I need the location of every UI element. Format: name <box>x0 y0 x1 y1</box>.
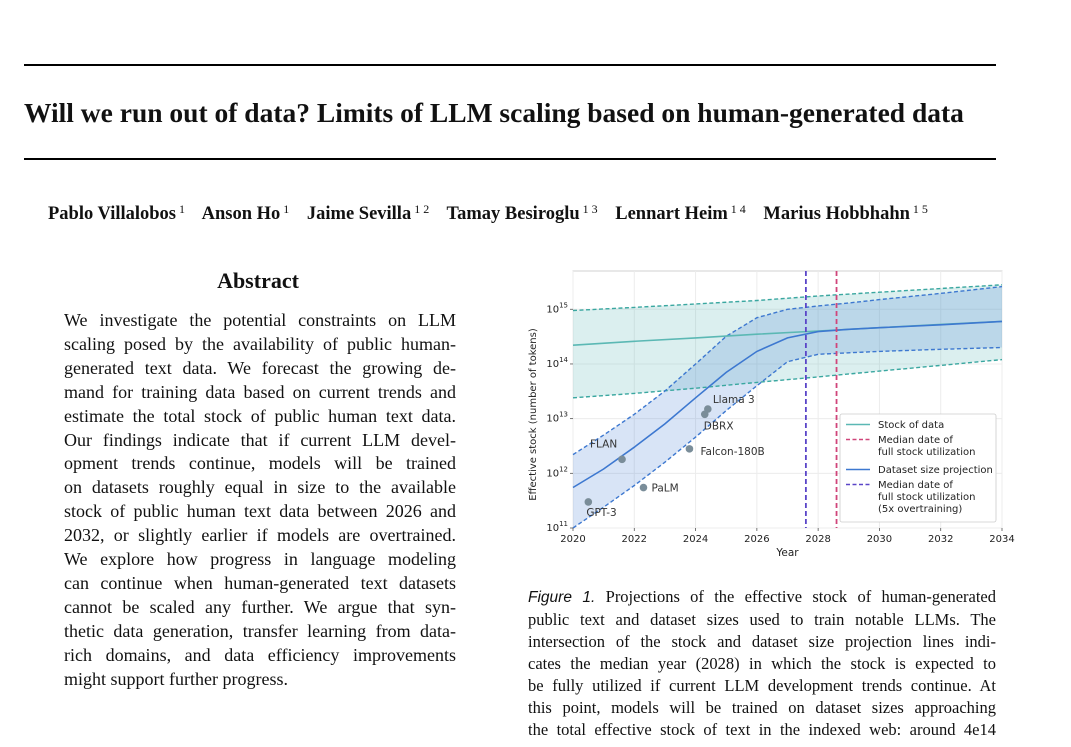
caption-text: Projections of the effective stock of human-generated <box>605 587 997 606</box>
author-name: Jaime Sevilla <box>306 204 412 224</box>
y-tick-label: $10^{11}$ <box>546 520 568 534</box>
y-tick-label: $10^{13}$ <box>546 410 568 425</box>
caption-line: be fully utilized if current LLM development trends continue. At <box>528 676 996 695</box>
legend-label: Stock of data <box>878 420 945 431</box>
x-tick-label: 2028 <box>805 534 831 545</box>
stock-projection-chart <box>527 266 1017 566</box>
figure-1 <box>527 266 1017 571</box>
model-point-label: Falcon-180B <box>700 445 765 458</box>
abstract-line: We explore how progress in language modeling <box>64 549 456 570</box>
author-affiliation: 1 3 <box>582 202 598 216</box>
abstract-heading: Abstract <box>217 268 299 293</box>
abstract-line: rich domains, and data efficiency improvements <box>64 644 456 665</box>
author-affiliation: 1 <box>179 202 185 216</box>
author <box>763 204 928 224</box>
abstract-line: 2032, or slightly earlier if models are overtrained. <box>64 525 456 546</box>
author-list <box>48 202 941 225</box>
model-point <box>618 456 626 464</box>
caption-line: public text and dataset sizes used to train notable LLMs. The <box>528 610 996 629</box>
model-point-label: DBRX <box>703 420 734 433</box>
caption-label: Figure 1. <box>528 589 596 606</box>
abstract-line: We investigate the potential constraints on LLM <box>64 310 456 330</box>
author-name: Pablo Villalobos <box>48 204 176 224</box>
author <box>307 204 429 224</box>
figure-caption <box>528 586 996 741</box>
author <box>202 204 290 224</box>
author-affiliation: 1 4 <box>730 202 746 216</box>
abstract-line: stock of public human text data between 2026 and <box>64 501 456 522</box>
model-point-label: PaLM <box>651 482 679 495</box>
abstract-line: generated text data. We forecast the growing de- <box>64 357 456 378</box>
abstract-line: scaling posed by the availability of public human- <box>64 333 456 354</box>
legend-label: Dataset size projection <box>878 465 993 476</box>
x-tick-label: 2022 <box>621 534 648 545</box>
caption-line: the total effective stock of text in the indexed web: around 4e14 <box>528 720 996 739</box>
author <box>615 204 746 224</box>
abstract-line: might support further progress. <box>64 668 288 689</box>
x-tick-label: 2030 <box>866 534 893 545</box>
abstract-line: opment trends continue, models will be trained <box>64 453 456 474</box>
caption-line: this point, models will be trained on dataset sizes approaching <box>528 698 996 717</box>
x-tick-label: 2026 <box>744 534 770 545</box>
model-point-label: FLAN <box>590 438 618 451</box>
model-point <box>585 498 593 506</box>
abstract-body <box>64 309 456 692</box>
abstract-line: estimate the total stock of public human text data. <box>64 405 456 426</box>
x-axis-label: Year <box>776 547 799 559</box>
caption-line: intersection of the stock and dataset size projection lines indi- <box>528 632 996 651</box>
abstract-line: Our findings indicate that if current LLM devel- <box>64 429 456 450</box>
y-tick-label: $10^{14}$ <box>546 355 568 370</box>
model-point <box>640 484 648 492</box>
legend-label: Median date of full stock utilization (5x overtraining) <box>878 480 976 515</box>
legend-label: Median date of full stock utilization <box>878 435 976 458</box>
paper-title: Will we run out of data? Limits of LLM scaling based on human-generated data <box>24 97 964 128</box>
author-name: Marius Hobbhahn <box>763 204 910 224</box>
abstract-line: can continue when human-generated text datasets <box>64 572 456 593</box>
model-point <box>686 445 694 453</box>
author-affiliation: 1 5 <box>912 202 928 216</box>
x-tick-label: 2020 <box>560 534 586 545</box>
y-axis-label: Effective stock (number of tokens) <box>528 328 539 501</box>
author-name: Tamay Besiroglu <box>446 204 580 224</box>
author <box>48 204 185 224</box>
author-affiliation: 1 <box>283 202 290 216</box>
x-tick-label: 2032 <box>927 534 954 545</box>
abstract-line: thetic data generation, transfer learning from data- <box>64 620 456 641</box>
abstract-line: on datasets roughly equal in size to the available <box>64 477 456 498</box>
caption-line: cates the median year (2028) in which the stock is expected to <box>528 654 996 673</box>
author-name: Anson Ho <box>201 204 281 224</box>
author-affiliation: 1 2 <box>414 202 430 216</box>
author-name: Lennart Heim <box>615 204 728 224</box>
model-point <box>701 411 709 419</box>
y-tick-label: $10^{12}$ <box>546 465 568 480</box>
x-tick-label: 2024 <box>682 534 709 545</box>
abstract-line: cannot be scaled any further. We argue that syn- <box>64 596 456 617</box>
top-rule <box>24 64 996 66</box>
x-tick-label: 2034 <box>989 534 1015 545</box>
model-point-label: Llama 3 <box>712 394 755 407</box>
y-tick-label: $10^{15}$ <box>546 301 568 316</box>
model-point-label: GPT-3 <box>586 506 617 519</box>
author <box>447 204 598 224</box>
bottom-rule <box>24 158 996 160</box>
caption-line <box>528 586 996 609</box>
abstract-line: mand for training data based on current trends and <box>64 381 456 402</box>
